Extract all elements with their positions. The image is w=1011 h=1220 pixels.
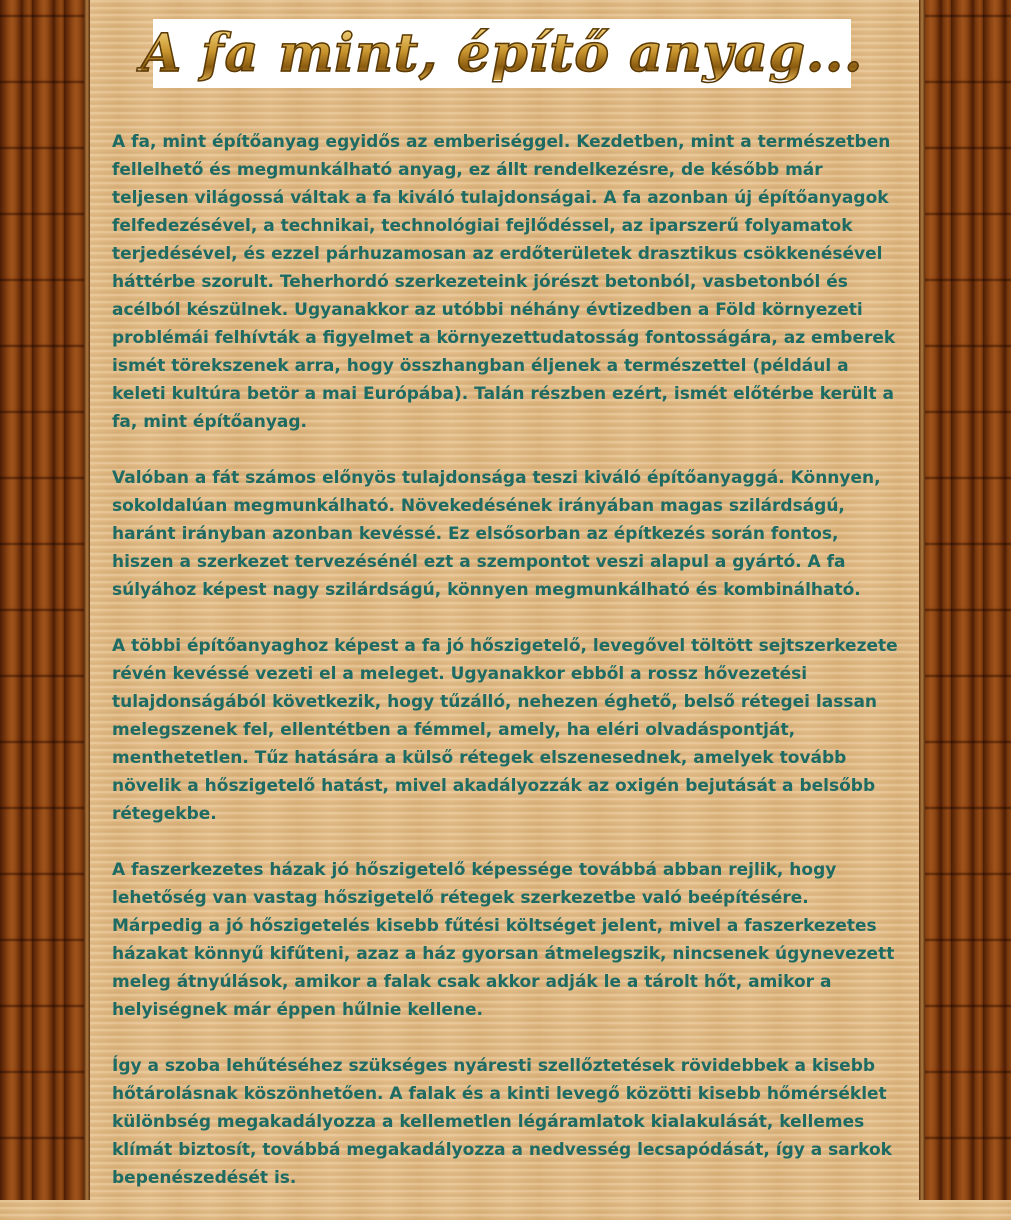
article-body (112, 128, 902, 1220)
paragraph: A fa, mint építőanyag egyidős az emberiséggel. Kezdetben, mint a természetben fellelhető és megmunkálható anyag, ez állt rendelkezésre, de később már teljesen világossá váltak a fa kiváló tulajdonságai. A fa azonban új építőanyagok felfedezésével, a technikai, technológiai fejlődéssel, az iparszerű folyamatok terjedésével, és ezzel párhuzamosan az erdőterületek drasztikus csökkenésével háttérbe szorult. Teherhordó szerkezeteink jórészt betonból, vasbetonból és acélból készülnek. Ugyanakkor az utóbbi néhány évtizedben a Föld környezeti problémái felhívták a figyelmet a környezettudatosság fontosságára, az emberek ismét törekszenek arra, hogy összhangban éljenek a természettel (például a keleti kultúra betör a mai Európába). Talán részben ezért, ismét előtérbe került a fa, mint építőanyag. (112, 132, 896, 432)
paragraph: Valóban a fát számos előnyös tulajdonsága teszi kiváló építőanyaggá. Könnyen, sokoldalúan megmunkálható. Növekedésének irányában magas szilárdságú, haránt irányban azonban kevéssé. Ez elsősorban az építkezés során fontos, hiszen a szerkezet tervezésénél ezt a szempontot veszi alapul a gyártó. A fa súlyához képest nagy szilárdságú, könnyen megmunkálható és kombinálható. (112, 468, 881, 600)
paragraph: A faszerkezetes házak jó hőszigetelő képessége továbbá abban rejlik, hogy lehetőség van vastag hőszigetelő rétegek szerkezetbe való beépítésére. Márpedig a jó hőszigetelés kisebb fűtési költséget jelent, mivel a faszerkezetes házakat könnyű kifűteni, azaz a ház gyorsan átmelegszik, nincsenek úgynevezett meleg átnyúlások, amikor a falak csak akkor adják le a tárolt hőt, amikor a helyiségnek már éppen hűlnie kellene. (112, 860, 895, 1020)
right-bamboo-border (919, 0, 1011, 1200)
page-title: A fa mint, építő anyag... (140, 22, 864, 84)
paragraph: A többi építőanyaghoz képest a fa jó hőszigetelő, levegővel töltött sejtszerkezete révén kevéssé vezeti el a meleget. Ugyanakkor ebből a rossz hővezetési tulajdonságából következik, hogy tűzálló, nehezen éghető, belső rétegei lassan melegszenek fel, ellentétben a fémmel, amely, ha eléri olvadáspontját, menthetetlen. Tűz hatására a külső rétegek elszenesednek, amelyek tovább növelik a hőszigetelő hatást, mivel akadályozzák az oxigén bejutását a belsőbb rétegekbe. (112, 636, 898, 824)
left-bamboo-border (0, 0, 90, 1200)
title-banner (140, 19, 864, 88)
paragraph: Így a szoba lehűtéséhez szükséges nyáresti szellőztetések rövidebbek a kisebb hőtárolásnak köszönhetően. A falak és a kinti levegő közötti kisebb hőmérséklet különbség megakadályozza a kellemetlen légáramlatok kialakulását, kellemes klímát biztosít, továbbá megakadályozza a nedvesség lecsapódását, így a sarkok bepenészedését is. (112, 1056, 892, 1188)
